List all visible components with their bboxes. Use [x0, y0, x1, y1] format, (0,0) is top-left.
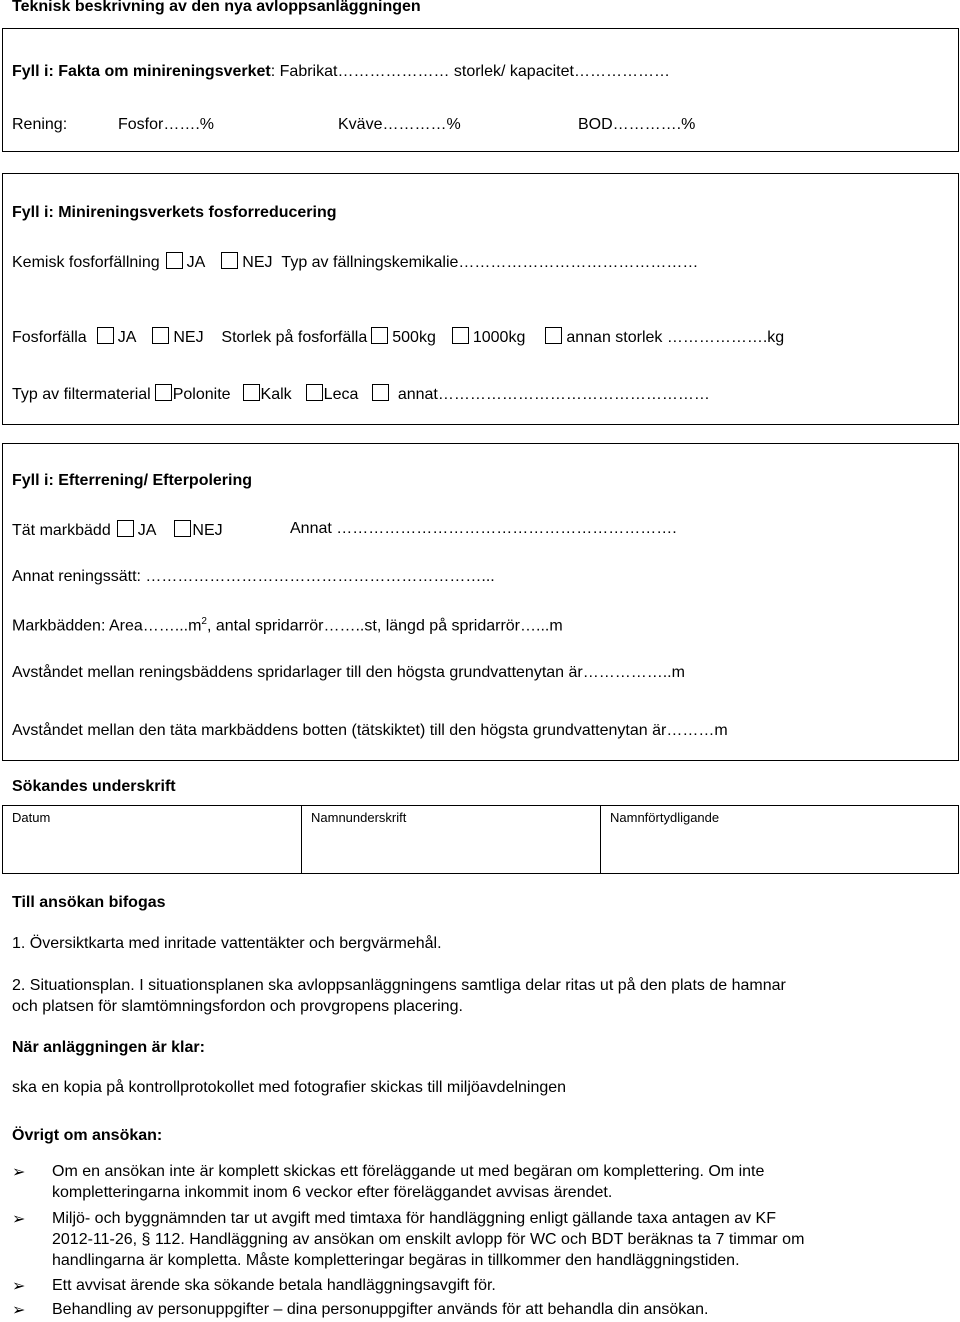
- reningssatt-field[interactable]: Annat reningssätt: ………………………………………………………...: [12, 568, 495, 585]
- bod-field[interactable]: BOD………….%: [578, 116, 696, 133]
- avstand-tatskikt[interactable]: Avståndet mellan den täta markbäddens botten (tätskiktet) till den högsta grundvattenytan är………m: [12, 722, 728, 739]
- storlek-label: Storlek på fosforfälla: [221, 329, 368, 346]
- attachment-item-2-line1: 2. Situationsplan. I situationsplanen ska avloppsanläggningens samtliga delar ritas ut på den plats de hamnar: [12, 977, 786, 994]
- signature-table: [2, 805, 959, 874]
- opt-500-label: 500kg: [392, 329, 436, 346]
- opt-1000-label: 1000kg: [472, 329, 526, 346]
- fosfor-field[interactable]: Fosfor…….%: [118, 116, 215, 133]
- signature-heading: Sökandes underskrift: [12, 778, 176, 795]
- filter-row: [12, 384, 710, 404]
- storlek-1000-checkbox[interactable]: [452, 327, 469, 344]
- list-item: [52, 1299, 932, 1320]
- attachments-heading: Till ansökan bifogas: [12, 894, 166, 911]
- nej-label: NEJ: [173, 329, 204, 346]
- markbadden-row[interactable]: [12, 616, 563, 635]
- annan-storlek-field[interactable]: annan storlek ……………….kg: [566, 329, 785, 346]
- facts-intro-line: [12, 63, 670, 81]
- namnfortydligande-cell[interactable]: Namnförtydligande: [610, 810, 720, 825]
- kalk-label: Kalk: [260, 386, 292, 403]
- bullet-line: 2012-11-26, § 112. Handläggning av ansökan om enskilt avlopp för WC och BDT beräknas ta 7 timmar om: [52, 1231, 805, 1248]
- annat-field[interactable]: annat……………………………………………: [397, 386, 710, 403]
- polonite-checkbox[interactable]: [155, 384, 172, 401]
- bullet-line: Om en ansökan inte är komplett skickas ett föreläggande ut med begäran om komplettering. Om inte: [52, 1163, 765, 1180]
- kvave-field[interactable]: Kväve…………%: [338, 116, 461, 133]
- fosforfalla-ja-checkbox[interactable]: [97, 327, 114, 344]
- leca-checkbox[interactable]: [306, 384, 323, 401]
- arrow-bullet-icon: ➢: [12, 1302, 26, 1319]
- annat-checkbox[interactable]: [372, 384, 389, 401]
- nej-label: NEJ: [192, 522, 223, 539]
- fabrikat-field[interactable]: : Fabrikat………………… storlek/ kapacitet………………: [270, 63, 670, 80]
- kemisk-row: [12, 252, 698, 272]
- list-item: [52, 1161, 932, 1203]
- ja-label: JA: [137, 522, 157, 539]
- tat-label: Tät markbädd: [12, 522, 111, 539]
- other-heading: Övrigt om ansökan:: [12, 1127, 163, 1144]
- bullet-line: handlingarna är kompletta. Måste kompletteringar begäras in tillkommer den handläggningstiden.: [52, 1252, 740, 1269]
- signature-divider: [600, 805, 601, 873]
- attachment-item-2-line2: och platsen för slamtömningsfordon och provgropens placering.: [12, 998, 463, 1015]
- kemikalie-field[interactable]: Typ av fällningskemikalie………………………………………: [281, 254, 699, 271]
- polonite-label: Polonite: [172, 386, 231, 403]
- kemisk-ja-checkbox[interactable]: [166, 252, 183, 269]
- datum-cell[interactable]: Datum: [12, 810, 51, 825]
- leca-label: Leca: [323, 386, 359, 403]
- kemisk-label: Kemisk fosforfällning: [12, 254, 160, 271]
- page-title: Teknisk beskrivning av den nya avloppsanläggningen: [12, 0, 421, 15]
- bullet-line: Miljö- och byggnämnden tar ut avgift med timtaxa för handläggning enligt gällande taxa antagen av KF: [52, 1210, 776, 1227]
- tat-ja-checkbox[interactable]: [117, 520, 134, 537]
- fosforfalla-nej-checkbox[interactable]: [152, 327, 169, 344]
- storlek-annan-checkbox[interactable]: [545, 327, 562, 344]
- kalk-checkbox[interactable]: [243, 384, 260, 401]
- arrow-bullet-icon: ➢: [12, 1164, 26, 1181]
- tat-row: [12, 520, 223, 540]
- nej-label: NEJ: [242, 254, 273, 271]
- filter-label: Typ av filtermaterial: [12, 386, 151, 403]
- signature-divider: [301, 805, 302, 873]
- kemisk-nej-checkbox[interactable]: [221, 252, 238, 269]
- ready-text: ska en kopia på kontrollprotokollet med fotografier skickas till miljöavdelningen: [12, 1079, 567, 1096]
- ja-label: JA: [186, 254, 206, 271]
- fosforfalla-label: Fosforfälla: [12, 329, 87, 346]
- markbadden-spridarror: , antal spridarrör……..st, längd på spridarrör…...m: [206, 617, 563, 635]
- bullet-line: Ett avvisat ärende ska sökande betala handläggningsavgift för.: [52, 1277, 496, 1294]
- namnunderskrift-cell[interactable]: Namnunderskrift: [311, 810, 407, 825]
- arrow-bullet-icon: ➢: [12, 1278, 26, 1295]
- bullet-line: kompletteringarna inkommit inom 6 veckor efter föreläggandet avvisas ärendet.: [52, 1184, 613, 1201]
- rening-label: Rening:: [12, 116, 68, 133]
- fosforfalla-row: [12, 327, 784, 347]
- tat-annat-field[interactable]: Annat ……………………………………………………….: [290, 520, 677, 537]
- m2-superscript: 2: [201, 616, 207, 627]
- bullet-line: Behandling av personuppgifter – dina personuppgifter används för att behandla din ansökan.: [52, 1301, 709, 1318]
- facts-heading: Fyll i: Fakta om minireningsverket: [12, 63, 271, 80]
- list-item: [52, 1275, 932, 1296]
- attachment-item-1: 1. Översiktkarta med inritade vattentäkter och bergvärmehål.: [12, 935, 442, 952]
- ready-heading: När anläggningen är klar:: [12, 1039, 205, 1056]
- storlek-500-checkbox[interactable]: [371, 327, 388, 344]
- efterrening-heading: Fyll i: Efterrening/ Efterpolering: [12, 472, 253, 489]
- markbadden-area: Markbädden: Area……...m: [12, 617, 202, 635]
- arrow-bullet-icon: ➢: [12, 1211, 26, 1228]
- tat-nej-checkbox[interactable]: [174, 520, 191, 537]
- list-item: [52, 1208, 932, 1271]
- ja-label: JA: [117, 329, 137, 346]
- phosphorus-heading: Fyll i: Minireningsverkets fosforreducering: [12, 204, 337, 221]
- section-efterrening-frame: [2, 443, 959, 761]
- avstand-spridarlager[interactable]: Avståndet mellan reningsbäddens spridarlager till den högsta grundvattenytan är……………..m: [12, 664, 685, 681]
